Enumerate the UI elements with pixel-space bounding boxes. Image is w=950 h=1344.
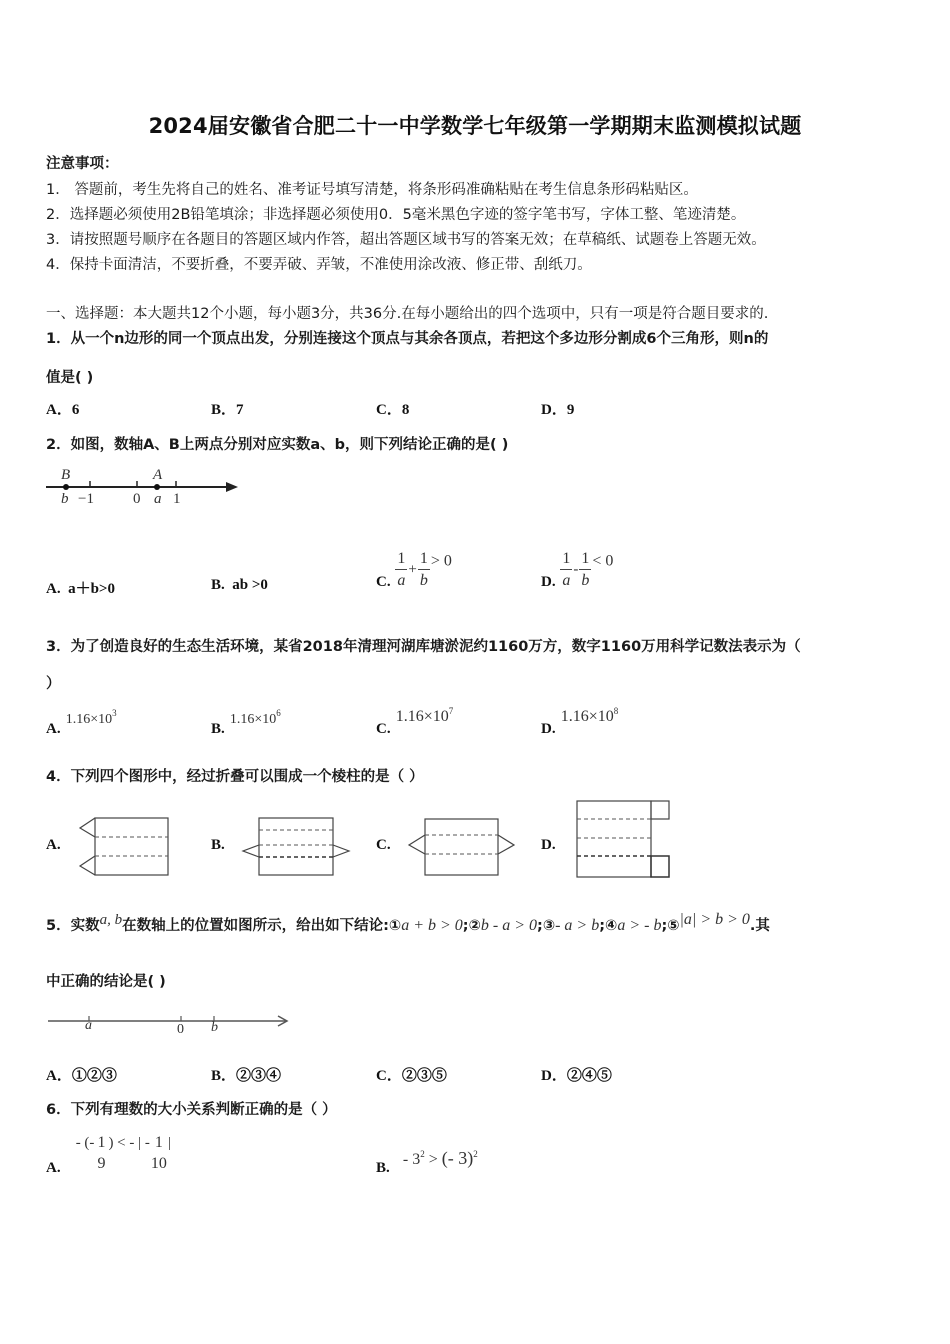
q2-label-a: a [154,491,162,507]
section-heading: 一、选择题：本大题共12个小题，每小题3分，共36分.在每小题给出的四个选项中，只有一项是符合题目要求的. [46,306,769,322]
q2-label-b: b [61,491,69,507]
q4-stem: 4．下列四个图形中，经过折叠可以围成一个棱柱的是（ ） [46,769,424,785]
conclusion-3: ③- a > b [542,917,600,934]
q4-figure-b-net[interactable] [240,818,360,878]
q3-option-c[interactable]: C. $1.16\times 10^7$ [376,706,454,737]
q4-figure-c-net[interactable] [405,818,525,878]
q5-label-a: a [85,1018,92,1033]
q2-option-b[interactable]: B. ab >0 [211,577,268,593]
q4-option-b-label[interactable]: B. [211,837,225,853]
q2-option-a[interactable]: A. a＋b>0 [46,581,115,597]
q1-option-b[interactable]: B．7 [211,402,244,418]
q2-label-1: 1 [173,491,181,507]
q4-option-d-label[interactable]: D. [541,837,556,853]
q6-option-b[interactable]: B. - $3^2$ > (- 3)$^2$ [376,1148,478,1176]
q5-label-0: 0 [177,1022,184,1037]
notice-item-3: 3．请按照题号顺序在各题目的答题区域内作答，超出答题区域书写的答案无效；在草稿纸、试题卷上答题无效。 [46,232,766,248]
q2-label-neg1: −1 [78,491,94,507]
q4-option-c-label[interactable]: C. [376,837,391,853]
conclusion-4: ④a > - b [605,917,662,934]
q1-option-d[interactable]: D．9 [541,402,575,418]
notice-item-2: 2．选择题必须使用2B铅笔填涂；非选择题必须使用0．5毫米黑色字迹的签字笔书写，字体工整、笔迹清楚。 [46,207,746,223]
q1-stem-line1: 1．从一个n边形的同一个顶点出发，分别连接这个顶点与其余各顶点，若把这个多边形分割成6个三角形，则n的 [46,331,769,347]
q1-option-c[interactable]: C．8 [376,402,410,418]
q2-number-line-figure [46,468,241,513]
q3-stem-line1: 3．为了创造良好的生态生活环境，某省2018年清理河湖库塘淤泥约1160万方，数字1160万用科学记数法表示为（ [46,639,801,655]
q2-label-0: 0 [133,491,141,507]
q6-option-a[interactable]: A. - (- 1 9 ) < - | - 1 10 | [46,1134,171,1176]
q5-stem-line1: 5．实数a, b在数轴上的位置如图所示，给出如下结论:①a + b > 0;②b - a > 0;③- a > b;④a > - b;⑤|a| > b > 0.其 [46,911,770,934]
q3-option-d[interactable]: D. $1.16\times 10^8$ [541,706,619,737]
q3-option-a[interactable]: A. $1.16\times 10^3$ [46,708,117,737]
notice-item-4: 4．保持卡面清洁，不要折叠，不要弄破、弄皱，不准使用涂改液、修正带、刮纸刀。 [46,257,592,273]
q2-label-A: A [153,467,163,483]
q4-figure-a-net[interactable] [75,818,175,878]
q5-label-b: b [211,1020,218,1035]
q6-stem: 6．下列有理数的大小关系判断正确的是（ ） [46,1102,337,1118]
q5-stem-line2: 中正确的结论是( ) [46,974,166,990]
q3-option-b[interactable]: B. $1.16\times 10^6$ [211,708,281,737]
q2-option-d[interactable]: D. $\frac{1}{a}$ - $\frac{1}{b}$ < 0 [541,549,614,590]
q2-label-B: B [61,467,71,483]
q5-option-c[interactable]: C．②③⑤ [376,1068,447,1084]
q5-option-d[interactable]: D．②④⑤ [541,1068,612,1084]
q5-option-a[interactable]: A．①②③ [46,1068,117,1084]
conclusion-5: ⑤|a| > b > 0 [667,911,750,934]
q3-stem-line2: ） [46,676,61,692]
q4-figure-d-net[interactable] [575,800,675,880]
q2-option-c[interactable]: C. $\frac{1}{a}$ + $\frac{1}{b}$ > 0 [376,549,452,590]
q1-stem-line2: 值是( ) [46,370,94,386]
q1-option-a[interactable]: A．6 [46,402,80,418]
notice-item-1: 1． 答题前，考生先将自己的姓名、准考证号填写清楚，将条形码准确粘贴在考生信息条形码粘贴区。 [46,182,698,198]
q5-option-b[interactable]: B．②③④ [211,1068,282,1084]
conclusion-2: ②b - a > 0 [468,917,537,934]
page-title: 2024届安徽省合肥二十一中学数学七年级第一学期期末监测模拟试题 [148,114,802,138]
notice-heading: 注意事项： [46,156,119,172]
q4-option-a-label[interactable]: A. [46,837,61,853]
conclusion-1: ①a + b > 0 [388,917,463,934]
q2-stem: 2．如图，数轴A、B上两点分别对应实数a、b，则下列结论正确的是( ) [46,437,509,453]
